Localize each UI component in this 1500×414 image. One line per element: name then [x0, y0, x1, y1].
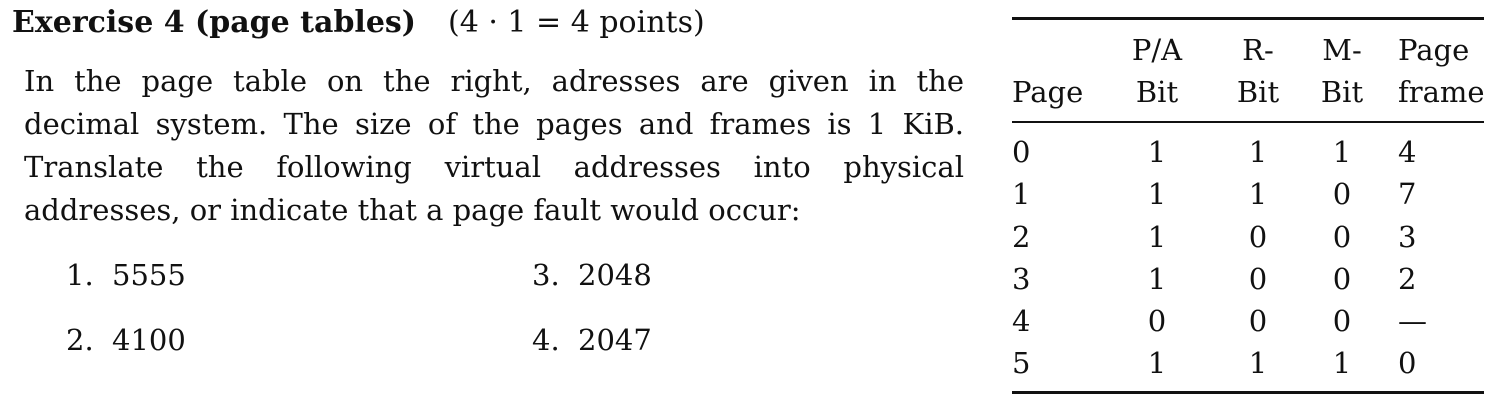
- cell-r: 1: [1248, 135, 1268, 169]
- cell-r: 0: [1248, 304, 1268, 338]
- cell-frame: 0: [1398, 346, 1417, 380]
- cell-frame: 7: [1398, 177, 1417, 211]
- header-page: Page: [1012, 75, 1084, 109]
- cell-frame: —: [1398, 304, 1427, 338]
- header-pa-line1: P/A: [1131, 33, 1183, 67]
- header-frame-line2: frame: [1398, 75, 1485, 109]
- cell-m: 0: [1332, 262, 1352, 296]
- cell-pa: 1: [1147, 346, 1167, 380]
- table-row: [1012, 216, 1484, 258]
- table-row: [1012, 131, 1484, 173]
- list-item-number: 3.: [532, 258, 560, 292]
- list-item-number: 1.: [66, 258, 94, 292]
- list-item-number: 2.: [66, 323, 94, 357]
- header-m-line1: M-: [1322, 33, 1362, 67]
- cell-m: 0: [1332, 177, 1352, 211]
- table-row: [1012, 258, 1484, 300]
- cell-m: 0: [1332, 304, 1352, 338]
- list-item: [66, 323, 186, 357]
- list-item: [66, 258, 186, 292]
- cell-page: 5: [1012, 346, 1031, 380]
- cell-page: 2: [1012, 220, 1031, 254]
- list-item: [532, 258, 652, 292]
- page-table: [1012, 17, 1484, 397]
- table-bottom-rule: [1012, 391, 1484, 394]
- cell-frame: 3: [1398, 220, 1417, 254]
- exercise-title: Exercise 4 (page tables): [12, 5, 417, 40]
- table-row: [1012, 300, 1484, 342]
- cell-r: 0: [1248, 262, 1268, 296]
- cell-r: 1: [1248, 346, 1268, 380]
- exercise-heading: [12, 3, 705, 43]
- cell-m: 1: [1332, 135, 1352, 169]
- table-row: [1012, 342, 1484, 384]
- cell-pa: 1: [1147, 262, 1167, 296]
- cell-frame: 4: [1398, 135, 1417, 169]
- list-item-value: 2047: [578, 323, 652, 357]
- cell-m: 0: [1332, 220, 1352, 254]
- cell-m: 1: [1332, 346, 1352, 380]
- list-item-value: 4100: [112, 323, 186, 357]
- cell-r: 0: [1248, 220, 1268, 254]
- exercise-points: (4 · 1 = 4 points): [448, 5, 705, 40]
- header-r-line1: R-: [1242, 33, 1274, 67]
- cell-page: 0: [1012, 135, 1031, 169]
- cell-r: 1: [1248, 177, 1268, 211]
- header-frame-line1: Page: [1398, 33, 1470, 67]
- header-page-frame: [1398, 29, 1485, 113]
- list-item-value: 5555: [112, 258, 186, 292]
- exercise-description: In the page table on the right, adresses are given in the decimal system. The size of the pages and frames is 1 KiB. Translate the following virtual addresses into physical addresses, or indicate that a page fault would occur:: [24, 64, 964, 227]
- cell-pa: 1: [1147, 177, 1167, 211]
- list-item-number: 4.: [532, 323, 560, 357]
- table-top-rule: [1012, 17, 1484, 20]
- list-item-value: 2048: [578, 258, 652, 292]
- list-item: [532, 323, 652, 357]
- header-m-line2: Bit: [1320, 75, 1364, 109]
- cell-page: 4: [1012, 304, 1031, 338]
- table-row: [1012, 173, 1484, 215]
- cell-pa: 0: [1147, 304, 1167, 338]
- header-r-line2: Bit: [1236, 75, 1280, 109]
- cell-frame: 2: [1398, 262, 1417, 296]
- header-pa-line2: Bit: [1135, 75, 1179, 109]
- header-r-bit: [1228, 29, 1288, 113]
- cell-page: 3: [1012, 262, 1031, 296]
- cell-pa: 1: [1147, 220, 1167, 254]
- header-m-bit: [1312, 29, 1372, 113]
- address-list: [66, 258, 766, 378]
- table-header-rule: [1012, 121, 1484, 123]
- header-pa-bit: [1122, 29, 1192, 113]
- cell-page: 1: [1012, 177, 1031, 211]
- cell-pa: 1: [1147, 135, 1167, 169]
